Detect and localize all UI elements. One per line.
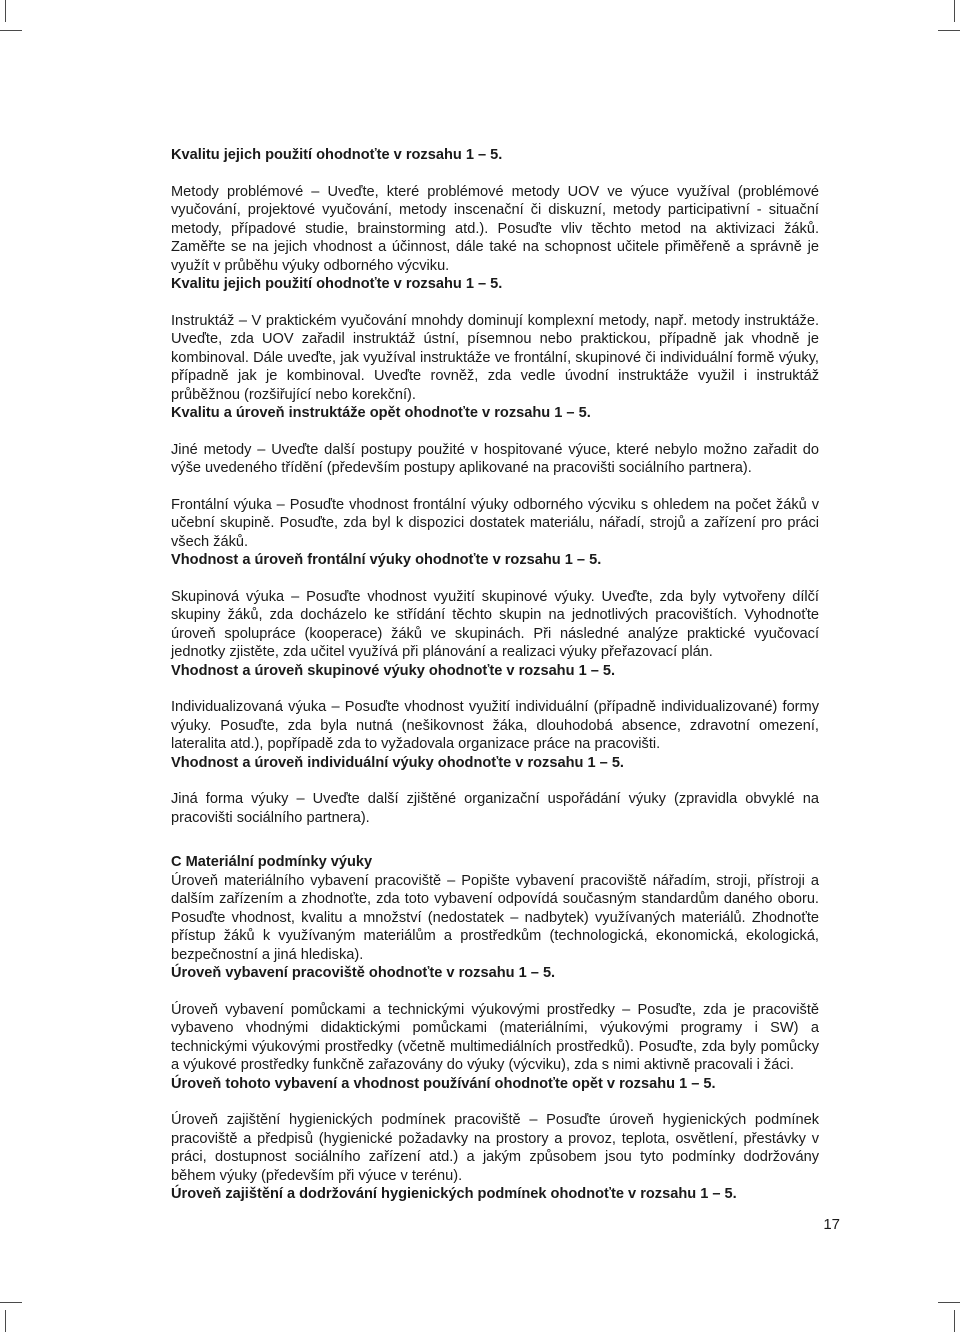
rating-line: Vhodnost a úroveň skupinové výuky ohodnoťte v rozsahu 1 – 5. bbox=[171, 662, 616, 679]
rating-line: Úroveň vybavení pracoviště ohodnoťte v rozsahu 1 – 5. bbox=[171, 965, 556, 981]
crop-mark-top-left-v bbox=[5, 0, 6, 22]
paragraph: Skupinová výuka – Posuďte vhodnost využití skupinové výuky. Uveďte, zda byly vytvořeny dílčí skupiny žáků, zda docházelo ke střídání těchto skupin na jednotlivých pracovištích. Vyhodnoťte úroveň spolupráce (kooperace) žáků ve skupinách. Při následné analýze praktické vyučovací jednotky zjistěte, zda učitel využívá při plánování a realizaci výuky přeřazovací plán. bbox=[171, 588, 819, 660]
spacer bbox=[171, 423, 819, 441]
paragraph: Metody problémové – Uveďte, které problémové metody UOV ve výuce využíval (problémové vyučování, projektové vyučování, metody inscenační či diskuzní, metody participativní - situační metody, případové studie, brainstorming atd.). Posuďte vliv těchto metod na aktivizaci žáků. Zaměřte se na jejich vhodnost a účinnost, dále také na schopnost učitele přiměřeně a správně je využít v průběhu výuky odborného výcviku. bbox=[171, 183, 819, 274]
crop-mark-bottom-left-h bbox=[0, 1302, 22, 1303]
crop-mark-bottom-left-v bbox=[5, 1310, 6, 1332]
paragraph: Úroveň zajištění hygienických podmínek pracoviště – Posuďte úroveň hygienických podmínek pracoviště a předpisů (hygienické požadavky na prostory a provoz, teplota, osvětlení, přestávky v práci, dostupnost sociálního zařízení atd.) a jakým způsobem jsou tyto podmínky dodržovány během výuky (především při výuce v terénu). bbox=[171, 1112, 819, 1184]
rating-line: Úroveň tohoto vybavení a vhodnost používání ohodnoťte opět v rozsahu 1 – 5. bbox=[171, 1075, 716, 1092]
paragraph: Jiné metody – Uveďte další postupy použité v hospitované výuce, které nebylo možno zařadit do výše uvedeného třídění (především postupy aplikované na pracovišti sociálního partnera). bbox=[171, 441, 819, 476]
spacer bbox=[171, 570, 819, 588]
rating-line: Úroveň zajištění a dodržování hygienických podmínek ohodnoťte v rozsahu 1 – 5. bbox=[171, 1186, 737, 1202]
spacer bbox=[171, 294, 819, 312]
spacer bbox=[171, 983, 819, 1001]
rating-line: Kvalitu jejich použití ohodnoťte v rozsahu 1 – 5. bbox=[171, 147, 503, 163]
rating-line: Kvalitu a úroveň instruktáže opět ohodnoťte v rozsahu 1 – 5. bbox=[171, 405, 591, 421]
paragraph: Jiná forma výuky – Uveďte další zjištěné organizační uspořádání výuky (zpravidla obvyklé na pracovišti sociálního partnera). bbox=[171, 791, 819, 826]
crop-mark-top-right-h bbox=[938, 30, 960, 31]
paragraph: Úroveň vybavení pomůckami a technickými výukovými prostředky – Posuďte, zda je pracoviště vybaveno vhodnými didaktickými pomůckami (materiálními, výukovými programy i SW) a technickými výukovými prostředky (včetně multimediálních prostředků). Posuďte, zda byly pomůcky a výukové prostředky funkčně zařazovány do výuky (výcviku), zda s nimi aktivně pracovali i žáci. bbox=[171, 1001, 819, 1073]
crop-mark-top-left-h bbox=[0, 30, 22, 31]
page-number: 17 bbox=[823, 1216, 840, 1233]
paragraph: Frontální výuka – Posuďte vhodnost frontální výuky odborného výcviku s ohledem na počet žáků v učební skupině. Posuďte, zda byl k dispozici dostatek materiálu, nářadí, strojů a zařízení pro práci všech žáků. bbox=[171, 496, 819, 550]
rating-line: Vhodnost a úroveň frontální výuky ohodnoťte v rozsahu 1 – 5. bbox=[171, 552, 602, 568]
crop-mark-bottom-right-v bbox=[954, 1310, 955, 1332]
crop-mark-bottom-right-h bbox=[938, 1302, 960, 1303]
rating-line: Kvalitu jejich použití ohodnoťte v rozsahu 1 – 5. bbox=[171, 276, 503, 292]
paragraph: Instruktáž – V praktickém vyučování mnohdy dominují komplexní metody, např. metody instruktáže. Uveďte, zda UOV zařadil instruktáž ústní, písemnou nebo praktickou, případně jak vhodně je kombinoval. Dále uveďte, jak využíval instruktáže ve frontální, skupinové či individuální formě výuky, případně jak je kombinoval. Uveďte rovněž, zda vedle úvodní instruktáže využil i instruktáž průběžnou (rozšiřující nebo korekční). bbox=[171, 312, 819, 403]
section-heading: C Materiální podmínky výuky bbox=[171, 854, 373, 870]
spacer bbox=[171, 772, 819, 790]
spacer bbox=[171, 478, 819, 496]
paragraph: Úroveň materiálního vybavení pracoviště – Popište vybavení pracoviště nářadím, stroji, přístroji a dalším zařízením a zhodnoťte, zda toto vybavení odpovídá současným standardům daného oboru. Posuďte vhodnost, kvalitu a množství (nedostatek – nadbytek) využívaných materiálů. Zhodnoťte přístup žáků k využívaným materiálům a prostředkům (technologická, ekonomická, ekologická, bezpečnostní a jiná hlediska). bbox=[171, 872, 819, 963]
document-body bbox=[171, 146, 819, 1204]
spacer bbox=[171, 1093, 819, 1111]
spacer bbox=[171, 165, 819, 183]
spacer bbox=[171, 680, 819, 698]
paragraph: Individualizovaná výuka – Posuďte vhodnost využití individuální (případně individualizované) formy výuky. Posuďte, zda byla nutná (nešikovnost žáka, dlouhodobá absence, zdravotní omezení, lateralita atd.), popřípadě zda to vyžadovala organizace práce na pracovišti. bbox=[171, 699, 819, 752]
crop-mark-top-right-v bbox=[954, 0, 955, 22]
spacer bbox=[171, 827, 819, 853]
rating-line: Vhodnost a úroveň individuální výuky ohodnoťte v rozsahu 1 – 5. bbox=[171, 754, 624, 771]
